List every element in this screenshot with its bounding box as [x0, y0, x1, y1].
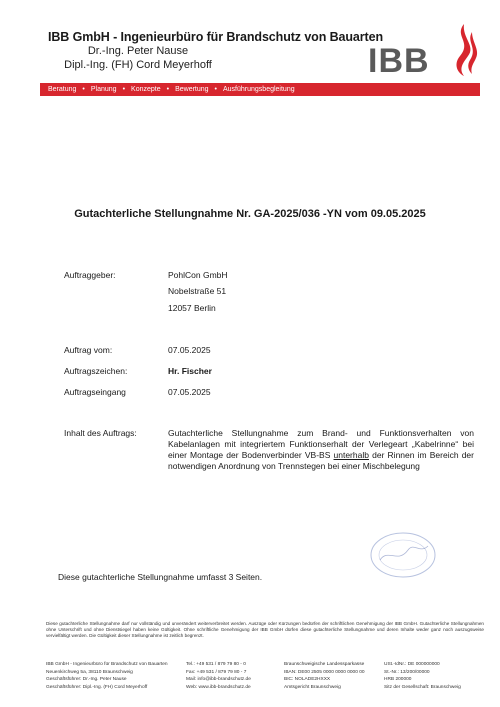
order-content-part-1: Gutachterliche Stellungnahme zum Brand- und Funktionsverhalten von Kabelanlagen mit integriertem Funktionserhalt der Verlegeart „Kabelrinne“ bei einer Montage der Bodenverbinder VB-BS [168, 428, 474, 460]
footer-line: Web: www.ibb-brandschutz.de [186, 684, 251, 690]
client-label: Auftraggeber: [64, 270, 116, 280]
footer-line: HRB 200000 [384, 677, 412, 683]
person-2: Dipl.-Ing. (FH) Cord Meyerhoff [64, 59, 212, 71]
services-bar [40, 83, 480, 96]
order-reference-label: Auftragszeichen: [64, 366, 128, 376]
bullet-icon: • [214, 86, 217, 93]
footer-company [46, 661, 168, 691]
footer-line: Fax: +49 531 / 879 79 80 - 7 [186, 669, 247, 675]
page-count-note: Diese gutachterliche Stellungnahme umfasst 3 Seiten. [58, 572, 263, 582]
footer-line: USt.-IdNr.: DE 000000000 [384, 662, 440, 667]
person-1: Dr.-Ing. Peter Nause [87, 45, 189, 57]
footer-line: IBAN: DE00 2505 0000 0000 0000 00 [284, 669, 365, 675]
service-item: Planung [90, 86, 117, 93]
document-title: Gutachterliche Stellungnahme Nr. GA-2025/036 -YN vom 09.05.2025 [74, 208, 426, 220]
footer-line: Geschäftsführer: Dipl.-Ing. (FH) Cord Meyerhoff [46, 684, 148, 690]
order-content-underlined: unterhalb [333, 450, 369, 460]
bullet-icon: • [82, 86, 85, 93]
footer-line: Sitz der Gesellschaft: Braunschweig [384, 684, 461, 690]
footer-line: Neuenkirchweg 5a, 38110 Braunschweig [46, 669, 133, 675]
order-received-label: Auftragseingang [64, 387, 126, 397]
order-reference-value: Hr. Fischer [168, 366, 212, 376]
client-city: 12057 Berlin [168, 303, 216, 313]
flame-icon [450, 22, 480, 78]
order-received-value: 07.05.2025 [168, 387, 211, 397]
client-name: PohlCon GmbH [168, 270, 228, 280]
order-date-label: Auftrag vom: [64, 345, 113, 355]
service-item: Bewertung [175, 86, 209, 93]
order-content-text [168, 428, 474, 472]
footer-line: Tel.: +49 531 / 879 79 80 - 0 [186, 662, 246, 667]
bullet-icon: • [166, 86, 170, 93]
footer-bank [284, 661, 365, 691]
order-content-part-2: der Rinnen im Bereich der notwendigen Anordnung von Trennstegen bei einer Mischbelegung [168, 450, 474, 471]
footer-line: Mail: info@ibb-brandschutz.de [186, 677, 251, 683]
company-title: IBB GmbH - Ingenieurbüro für Brandschutz von Bauarten [48, 30, 383, 44]
order-date-value: 07.05.2025 [168, 345, 211, 355]
footer-line: St.-Nr.: 13/200/00000 [384, 669, 430, 675]
service-item: Konzepte [131, 86, 161, 93]
footer-line: Amtsgericht Braunschweig [284, 684, 341, 690]
ibb-logo [368, 22, 480, 78]
order-content-label: Inhalt des Auftrags: [64, 428, 137, 438]
logo-text: IBB [368, 42, 430, 80]
footer-line: IBB GmbH - Ingenieurbüro für Brandschutz von Bauarten [46, 662, 168, 667]
footer-line: BIC: NOLADE2HXXX [284, 677, 331, 683]
footer-line: Geschäftsführer: Dr.-Ing. Peter Nause [46, 677, 127, 683]
footer-contact [186, 661, 251, 691]
disclaimer-text: Diese gutachterliche Stellungnahme darf nur vollständig und unverändert weiterverbreitet werden. Auszüge oder Kürzungen bedürfen der schriftlichen Genehmigung der IBB GmbH. Gutachterliche Stellungnahmen ohne Unterschrift und ohne Dienstsiegel haben keine Gültigkeit. Ohne schriftliche Genehmigung der IBB GmbH dürfen diese gutachterliche Stellungnahme und deren Inhalte weder ganz noch auszugsweise vervielfältigt werden. Die Gültigkeit dieser Stellungnahme ist zeitlich begrenzt. [46, 621, 484, 639]
bullet-icon: • [122, 86, 126, 93]
client-street: Nobelstraße 51 [168, 286, 227, 296]
footer-registry [384, 661, 461, 691]
footer-line: Braunschweigische Landessparkasse [284, 662, 365, 667]
stamp-seal [368, 530, 438, 580]
service-item: Beratung [48, 86, 77, 93]
service-item: Ausführungsbegleitung [223, 86, 295, 93]
